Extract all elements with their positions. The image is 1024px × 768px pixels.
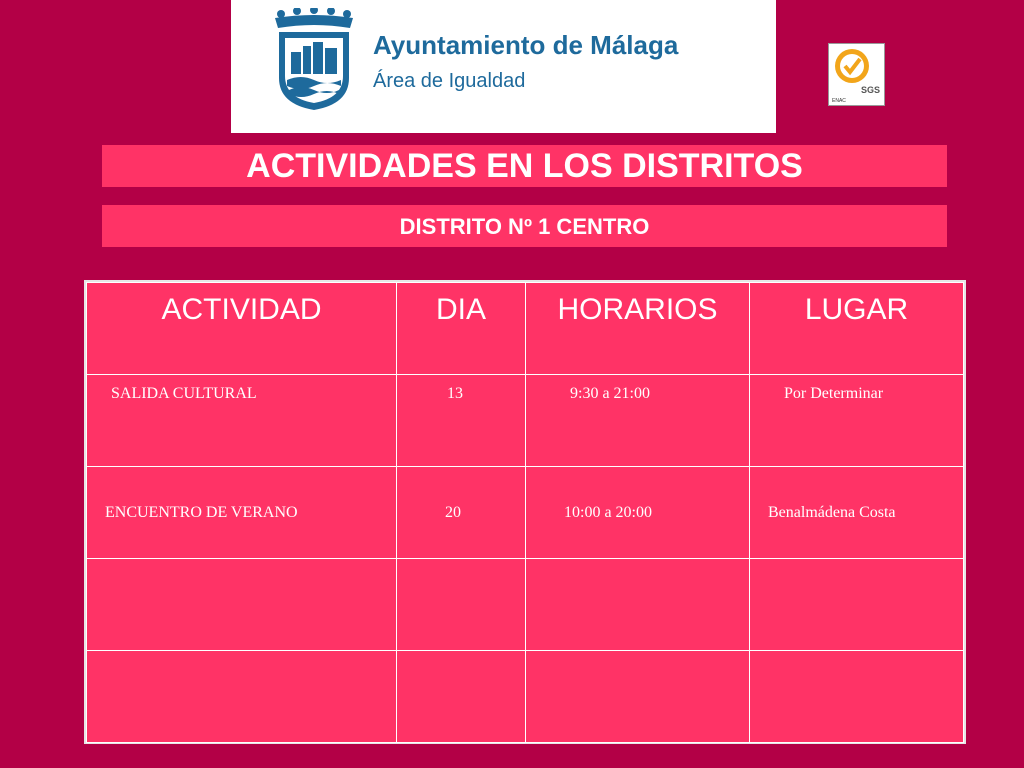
cell-horarios — [526, 559, 750, 651]
cert-enac-label: ENAC — [832, 98, 846, 104]
page-title: ACTIVIDADES EN LOS DISTRITOS — [102, 145, 947, 187]
cell-horarios: 9:30 a 21:00 — [526, 375, 750, 467]
cell-dia: 13 — [397, 375, 526, 467]
header-actividad: ACTIVIDAD — [87, 283, 397, 375]
table-row — [87, 467, 964, 559]
cert-sgs-label: SGS — [860, 85, 880, 95]
cell-actividad: ENCUENTRO DE VERANO — [87, 467, 397, 559]
cell-dia — [397, 651, 526, 743]
coat-of-arms-icon — [273, 8, 355, 112]
table-row — [87, 651, 964, 743]
certification-badge — [828, 43, 885, 106]
cell-lugar: Por Determinar — [750, 375, 964, 467]
header-horarios: HORARIOS — [526, 283, 750, 375]
organization-name: Ayuntamiento de Málaga — [373, 30, 679, 60]
cell-actividad: SALIDA CULTURAL — [87, 375, 397, 467]
organization-department: Área de Igualdad — [373, 70, 526, 92]
header-dia: DIA — [397, 283, 526, 375]
cell-dia: 20 — [397, 467, 526, 559]
cell-actividad — [87, 559, 397, 651]
table-header-row — [87, 283, 964, 375]
district-subtitle: DISTRITO Nº 1 CENTRO — [102, 205, 947, 247]
table-row — [87, 559, 964, 651]
table-row — [87, 375, 964, 467]
header-lugar: LUGAR — [750, 283, 964, 375]
cell-horarios — [526, 651, 750, 743]
cell-horarios: 10:00 a 20:00 — [526, 467, 750, 559]
cell-lugar — [750, 651, 964, 743]
cell-dia — [397, 559, 526, 651]
cell-actividad — [87, 651, 397, 743]
activities-table — [84, 280, 966, 744]
cell-lugar: Benalmádena Costa — [750, 467, 964, 559]
header-logo-panel — [231, 0, 776, 133]
cell-lugar — [750, 559, 964, 651]
